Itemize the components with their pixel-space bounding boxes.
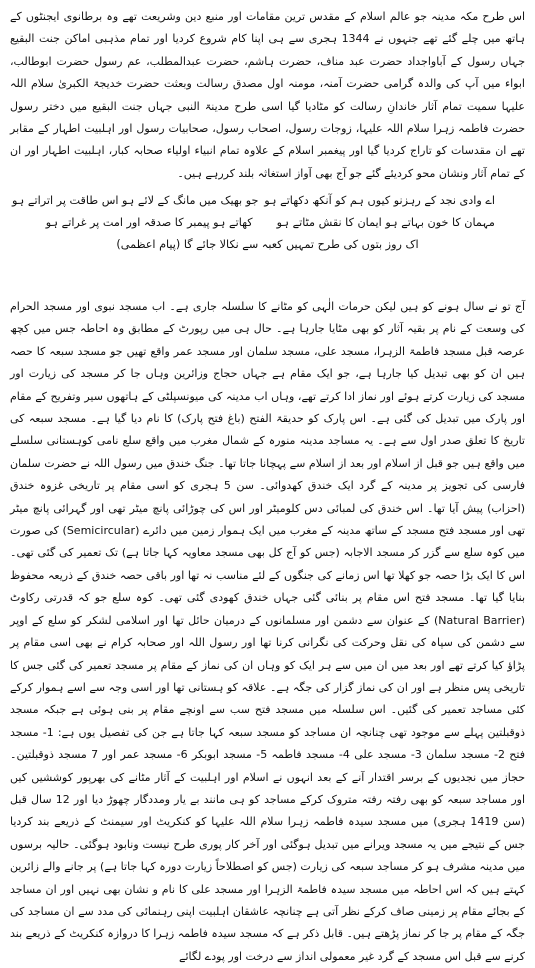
body-section: [10, 296, 525, 968]
poem-section: [12, 190, 495, 256]
poem-verse: جو بھیک میں مانگ کے لائے ہو اس طاقت پر اتراتے ہو: [12, 194, 259, 207]
body-paragraph: آج تو نے سال ہونے کو ہیں لیکن حرمات الٰہی کو مٹانے کا سلسلہ جاری ہے۔ اب مسجد نبوی اور مسجد الحرام کی وسعت کے نام پر بقیہ آثار کو بھی مٹایا جارہا ہے۔ حال ہی میں رپورٹ کے مطابق وہ احاطہ جس میں کچھ عرصہ قبل مسجد فاطمۃ الزہرا، مسجد علی، مسجد سلمان اور مسجد عمر واقع تھیں جو مسجد سبعہ کا حصہ ہیں ان کو بھی تبدیل کیا جارہا ہے، جو ایک مقام ہے جہاں حجاج وزائرین وہاں جا کر مسجد کی زیارت اور مسجد کی زیارت کرتے ہوئے اور نماز ادا کرتے تھے، وہاں اب مدینہ کی میونسپلٹی کے ہاتھوں سیر وتفریح کے مقام اور پارک میں تبدیل کی گئی ہے۔ اس پارک کو حدیقۃ الفتح (باغ فتح پارک) کا نام دیا گیا ہے۔ مسجد سبعہ کی تاریخ کا تعلق صدر اول سے ہے۔ یہ مساجد مدینہ منورہ کے شمال مغرب میں واقع سلع نامی کوہستانی سلسلے میں واقع ہیں جو قبل از اسلام اور بعد از اسلام سے پہچانا جاتا تھا۔ جنگ خندق میں رسول اللہ نے حضرت سلمان فارسی کی تجویز پر مدینہ کے گرد ایک خندق کھدوائی۔ سن 5 ہجری کو اسی مقام پر تاریخی غزوہ خندق (احزاب) پیش آیا تھا۔ اس خندق کی لمبائی دس کلومیٹر اور اس کی چوڑائی پانچ میٹر تھی اور گہرائی پانچ میٹر تھی اور مسجد فتح مسجد کے ساتھ مدینہ کے مغرب میں ایک ہموار زمین میں دائرے (Semicircular) کی صورت میں کوہ سلع سے گزر کر مسجد الاجابہ (جس کو آج کل بھی مسجد معاویہ کہا جاتا ہے) تک تعمیر کی گئی تھی۔ اس کا ایک بڑا حصہ جو کھلا تھا اس زمانے کی جنگوں کے لئے مناسب نہ تھا اور باقی حصہ خندق کے ذریعہ محفوظ بنایا گیا تھا۔ مسجد فتح اس مقام پر بنائی گئی جہاں خندق کھودی گئی تھی۔ کوہ سلع جو کہ قدرتی رکاوٹ (Natural Barrier) کے عنوان سے دشمن اور مسلمانوں کے درمیان حائل تھا اور اسلامی لشکر کو سلع کے اوپر سے دشمن کی سپاہ کی نقل وحرکت کی نگرانی کرنا تھا اور رسول اللہ اور صحابہ کرام نے بھی اسی مقام پر پڑاؤ کیا کرتے تھے اور بعد میں ان میں سے ہر ایک کو وہاں ان کی نماز کے مقام پر مسجد تعمیر کی گئی جس کا تاریخی پس منظر ہے اور ان کی نماز گزار کی جگہ ہے۔ علاقہ کو ہستانی تھا اور اسی وجہ سے اسے ہموار کرکے کئی مساجد تعمیر کی گئیں۔ اس سلسلہ میں مسجد فتح سب سے اونچے مقام پر بنی ہوئی ہے جبکہ مسجد ذوقبلتین پہلے سے موجود تھی چنانچہ ان مساجد کو مسجد سبعہ کہا جاتا ہے جن کی تفصیل یوں ہے: 1- مسجد فتح 2- مسجد سلمان 3- مسجد علی 4- مسجد فاطمہ 5- مسجد ابوبکر 6- مسجد عمر اور 7 مسجد ذوقبلتین۔ حجاز میں نجدیوں کے برسر اقتدار آنے کے بعد انہوں نے اسلام اور اہلبیت کے آثار مٹانے کی بھرپور کوششیں کیں اور مساجد سبعہ کو بھی رفتہ رفتہ متروک کرکے مساجد کو ہی مانند بے یار ومددگار چھوڑ دیا اور 12 سال قبل (سن 1419 ہجری) میں مسجد سیدہ فاطمہ زہرا سلام اللہ علیہا کو کنکریٹ اور سیمنٹ کے ذریعے بند کردیا جس کے نتیجے میں یہ مسجد ویرانے میں تبدیل ہوگئی اور آخر کار پوری طرح نیست ونابود ہوگئی۔ حالیہ برسوں میں مدینہ مشرف ہو کر مساجد سبعہ کی زیارت (جس کو اصطلاحاً زیارت دورہ کہا جاتا ہے) پر جانے والے زائرین کہتے ہیں کہ اس احاطہ میں مسجد سیدہ فاطمۃ الزہرا اور مسجد علی کا نام و نشان بھی نہیں اور ان مساجد کے بجائے مقام پر زمینی صاف کرکے نظر آتی ہے چنانچہ عاشقان اہلبیت اپنی رہنمائی کی مدد سے ان مساجد کی جگہ کے مقام پر جا کر نماز پڑھتے ہیں۔ قابل ذکر ہے کہ مسجد سیدہ فاطمہ زہرا کا دروازہ کنکریٹ کے ذریعے بند کرنے سے قبل اس مسجد کے گرد غیر معمولی انداز سے درخت اور پودے لگائے: [9, 300, 526, 963]
intro-section: [10, 6, 525, 185]
poem-couplet: [40, 212, 495, 234]
poem-closing-verse: اک روز بتوں کی طرح تمہیں کعبہ سے نکالا جائے گا (پیام اعظمی): [116, 238, 419, 251]
intro-paragraph: اس طرح مکہ مدینہ جو عالم اسلام کے مقدس ترین مقامات اور منبع دین وشریعت تھے وہ برطانوی ایجنٹوں کے ہاتھ میں چلے گئے تھے جنہوں نے 1344 ہجری سے ہی اپنا کام شروع کردیا اور تمام مذہبی اماکن جنت البقیع جہاں رسول کے آباواجداد حضرت عبد مناف، حضرت ہاشم، حضرت عبدالمطلب، عم رسول حضرت ابوطالب، ابواء میں آپ کی والدہ گرامی حضرت آمنہ، مومنہ اول مصدق رسالت وبعثت حضرت خدیجۃ الکبریٰ سلام اللہ علیہا سمیت تمام آثار خاندانِ رسالت کو مٹادیا گیا اسی طرح مدینۃ النبی جہاں جنت البقیع میں دختر رسول حضرت فاطمہ زہرا سلام اللہ علیہا، زوجات رسول، اصحاب رسول، صحابیات رسول اور اہلبیت اطہار کے مقابر تھے ان مقدسات کو تاراج کردیا گیا اور پیغمبر اسلام کے علاوہ تمام انبیاء اولیاء صحابہ کبار، اہلبیت اطہار اور ان کے تمام آثار ونشان محو کردیئے گئے جو آج بھی آواز استغاثہ بلند کررہے ہیں۔: [10, 10, 525, 180]
poem-couplet: [12, 190, 495, 212]
poem-verse: کھاتے ہو پیمبر کا صدقہ اور امت پر غراتے ہو: [45, 216, 253, 229]
poem-verse: مہمان کا خون بہاتے ہو ایمان کا نقش مٹاتے ہو: [276, 216, 495, 229]
poem-verse: اے وادی نجد کے رہزنو کیوں ہم کو آنکھ دکھاتے ہو: [264, 194, 495, 207]
